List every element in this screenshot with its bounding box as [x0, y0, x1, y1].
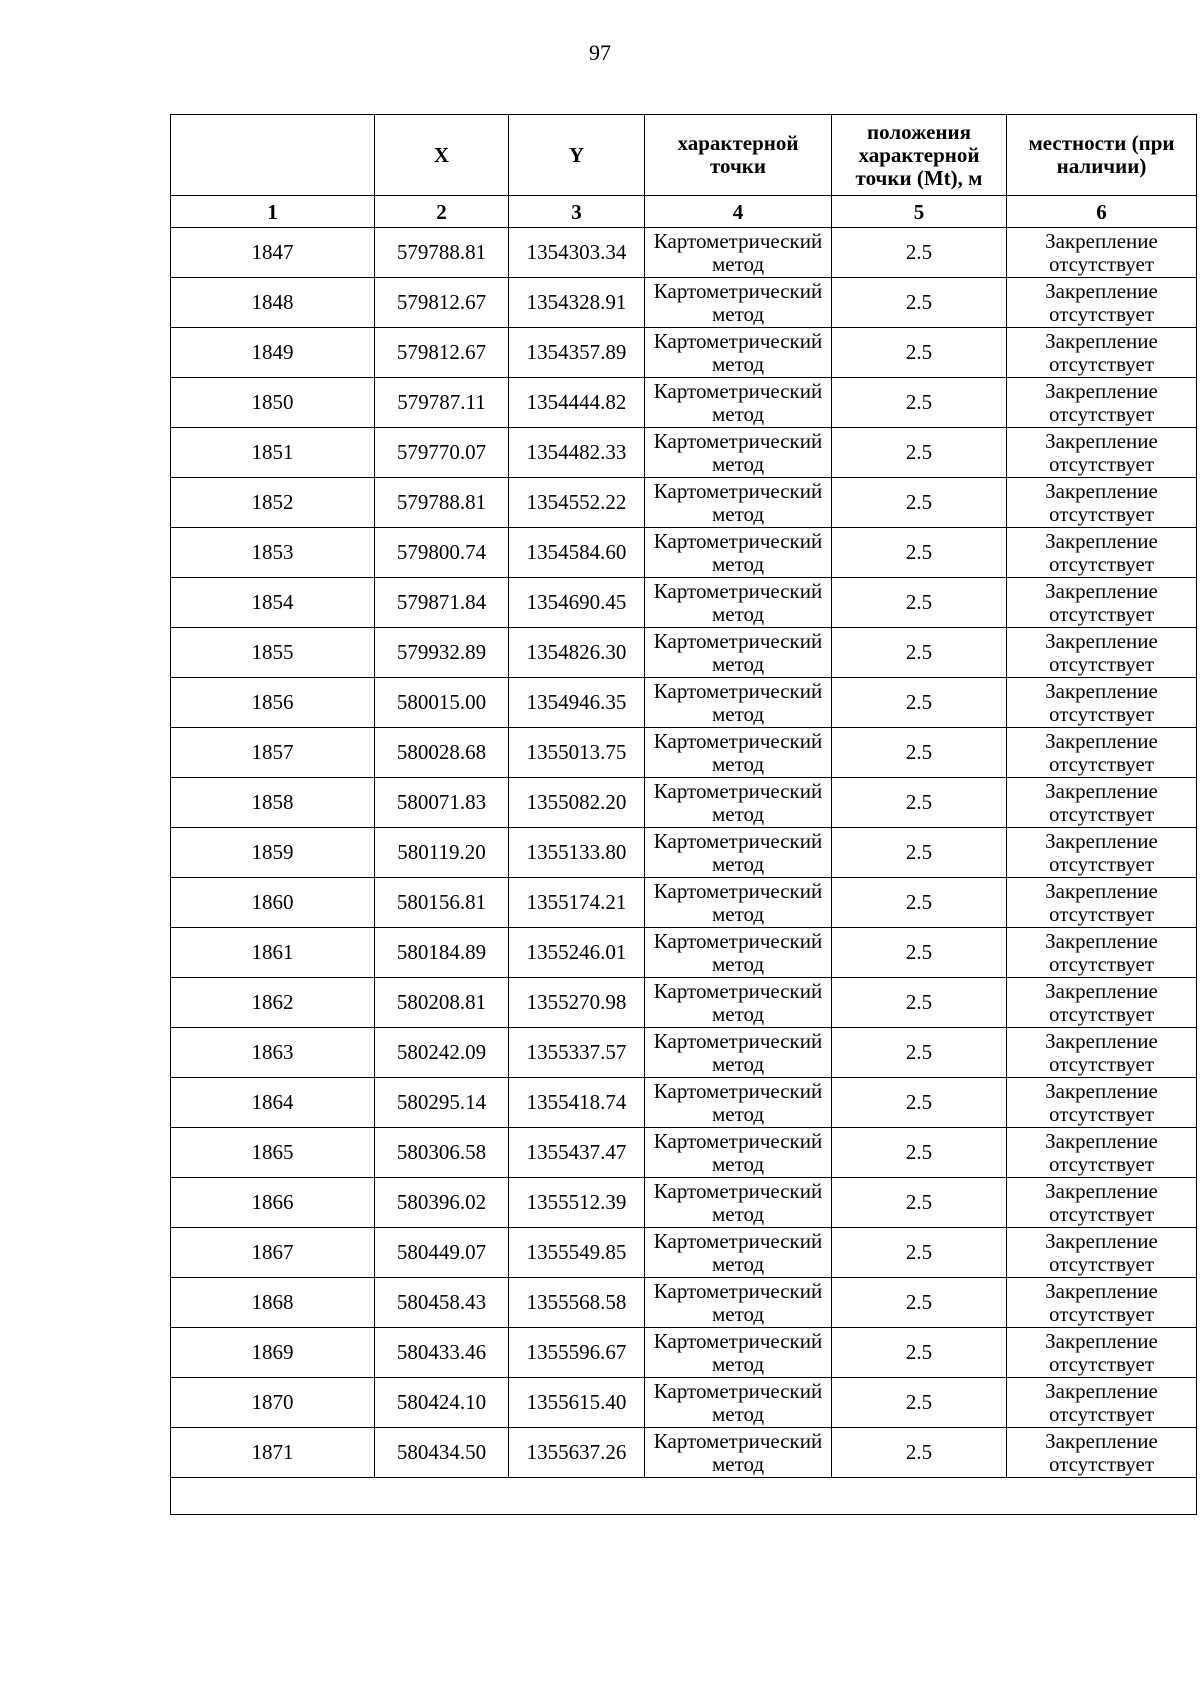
cell-point-number: 1863	[171, 1028, 375, 1078]
cell-fixing: Закрепление отсутствует	[1007, 678, 1197, 728]
cell-method: Картометрический метод	[645, 1028, 832, 1078]
header-cell-point	[171, 115, 375, 196]
cell-point-number: 1857	[171, 728, 375, 778]
table-row	[171, 1328, 1197, 1378]
cell-point-number: 1865	[171, 1128, 375, 1178]
cell-y: 1354328.91	[509, 278, 645, 328]
cell-point-number: 1870	[171, 1378, 375, 1428]
column-number: 5	[832, 196, 1007, 228]
cell-accuracy: 2.5	[832, 578, 1007, 628]
cell-y: 1354357.89	[509, 328, 645, 378]
cell-y: 1355174.21	[509, 878, 645, 928]
cell-point-number: 1866	[171, 1178, 375, 1228]
table-row	[171, 478, 1197, 528]
cell-accuracy: 2.5	[832, 778, 1007, 828]
cell-accuracy: 2.5	[832, 378, 1007, 428]
cell-method: Картометрический метод	[645, 928, 832, 978]
cell-x: 580071.83	[375, 778, 509, 828]
cell-fixing: Закрепление отсутствует	[1007, 778, 1197, 828]
cell-fixing: Закрепление отсутствует	[1007, 828, 1197, 878]
cell-fixing: Закрепление отсутствует	[1007, 1178, 1197, 1228]
cell-accuracy: 2.5	[832, 1428, 1007, 1478]
table-row	[171, 628, 1197, 678]
cell-point-number: 1871	[171, 1428, 375, 1478]
cell-point-number: 1861	[171, 928, 375, 978]
table-row	[171, 378, 1197, 428]
cell-accuracy: 2.5	[832, 1128, 1007, 1178]
cell-method: Картометрический метод	[645, 728, 832, 778]
cell-accuracy: 2.5	[832, 228, 1007, 278]
table-body	[171, 228, 1197, 1478]
header-cell-method: характерной точки	[645, 115, 832, 196]
cell-x: 579812.67	[375, 278, 509, 328]
cell-y: 1354584.60	[509, 528, 645, 578]
cell-x: 580028.68	[375, 728, 509, 778]
cell-y: 1354303.34	[509, 228, 645, 278]
cell-point-number: 1852	[171, 478, 375, 528]
cell-accuracy: 2.5	[832, 528, 1007, 578]
cell-point-number: 1853	[171, 528, 375, 578]
cell-method: Картометрический метод	[645, 1228, 832, 1278]
cell-method: Картометрический метод	[645, 478, 832, 528]
cell-fixing: Закрепление отсутствует	[1007, 1278, 1197, 1328]
header-cell-fixing: местности (при наличии)	[1007, 115, 1197, 196]
cell-method: Картометрический метод	[645, 578, 832, 628]
cell-method: Картометрический метод	[645, 1278, 832, 1328]
column-number: 3	[509, 196, 645, 228]
cell-y: 1354826.30	[509, 628, 645, 678]
table-row	[171, 1378, 1197, 1428]
table-row	[171, 978, 1197, 1028]
cell-accuracy: 2.5	[832, 328, 1007, 378]
cell-y: 1354444.82	[509, 378, 645, 428]
cell-point-number: 1851	[171, 428, 375, 478]
cell-fixing: Закрепление отсутствует	[1007, 1378, 1197, 1428]
cell-fixing: Закрепление отсутствует	[1007, 1328, 1197, 1378]
table-row	[171, 1278, 1197, 1328]
cell-x: 580295.14	[375, 1078, 509, 1128]
cell-fixing: Закрепление отсутствует	[1007, 478, 1197, 528]
cell-point-number: 1848	[171, 278, 375, 328]
cell-fixing: Закрепление отсутствует	[1007, 278, 1197, 328]
table-row	[171, 678, 1197, 728]
cell-y: 1354482.33	[509, 428, 645, 478]
table-row	[171, 1028, 1197, 1078]
cell-point-number: 1855	[171, 628, 375, 678]
cell-y: 1355615.40	[509, 1378, 645, 1428]
cell-y: 1355082.20	[509, 778, 645, 828]
cell-y: 1355246.01	[509, 928, 645, 978]
cell-method: Картометрический метод	[645, 1078, 832, 1128]
cell-x: 579787.11	[375, 378, 509, 428]
cell-point-number: 1864	[171, 1078, 375, 1128]
cell-point-number: 1854	[171, 578, 375, 628]
cell-x: 579788.81	[375, 228, 509, 278]
cell-method: Картометрический метод	[645, 228, 832, 278]
cell-fixing: Закрепление отсутствует	[1007, 928, 1197, 978]
cell-accuracy: 2.5	[832, 1278, 1007, 1328]
cell-y: 1354690.45	[509, 578, 645, 628]
table-footer-row	[171, 1478, 1197, 1515]
cell-accuracy: 2.5	[832, 628, 1007, 678]
table-row	[171, 278, 1197, 328]
cell-fixing: Закрепление отсутствует	[1007, 1428, 1197, 1478]
cell-y: 1355270.98	[509, 978, 645, 1028]
table-row	[171, 528, 1197, 578]
column-number: 2	[375, 196, 509, 228]
cell-x: 580306.58	[375, 1128, 509, 1178]
cell-method: Картометрический метод	[645, 328, 832, 378]
empty-footer-cell	[171, 1478, 1197, 1515]
cell-method: Картометрический метод	[645, 678, 832, 728]
cell-point-number: 1856	[171, 678, 375, 728]
cell-method: Картометрический метод	[645, 978, 832, 1028]
table-row	[171, 1428, 1197, 1478]
cell-x: 579932.89	[375, 628, 509, 678]
table-row	[171, 328, 1197, 378]
cell-point-number: 1869	[171, 1328, 375, 1378]
cell-accuracy: 2.5	[832, 978, 1007, 1028]
cell-fixing: Закрепление отсутствует	[1007, 1028, 1197, 1078]
cell-y: 1355637.26	[509, 1428, 645, 1478]
cell-point-number: 1859	[171, 828, 375, 878]
table-row	[171, 428, 1197, 478]
cell-method: Картометрический метод	[645, 528, 832, 578]
cell-y: 1355013.75	[509, 728, 645, 778]
table-row	[171, 1128, 1197, 1178]
cell-x: 580458.43	[375, 1278, 509, 1328]
cell-y: 1355437.47	[509, 1128, 645, 1178]
cell-y: 1355596.67	[509, 1328, 645, 1378]
cell-method: Картометрический метод	[645, 1128, 832, 1178]
cell-point-number: 1862	[171, 978, 375, 1028]
cell-x: 579800.74	[375, 528, 509, 578]
cell-method: Картометрический метод	[645, 428, 832, 478]
cell-accuracy: 2.5	[832, 828, 1007, 878]
column-number: 4	[645, 196, 832, 228]
cell-fixing: Закрепление отсутствует	[1007, 1128, 1197, 1178]
cell-fixing: Закрепление отсутствует	[1007, 1078, 1197, 1128]
cell-method: Картометрический метод	[645, 878, 832, 928]
cell-accuracy: 2.5	[832, 428, 1007, 478]
cell-accuracy: 2.5	[832, 478, 1007, 528]
cell-x: 580449.07	[375, 1228, 509, 1278]
table-row	[171, 228, 1197, 278]
cell-x: 580156.81	[375, 878, 509, 928]
cell-accuracy: 2.5	[832, 1228, 1007, 1278]
cell-method: Картометрический метод	[645, 628, 832, 678]
cell-accuracy: 2.5	[832, 1378, 1007, 1428]
cell-x: 580396.02	[375, 1178, 509, 1228]
cell-x: 580119.20	[375, 828, 509, 878]
table-row	[171, 878, 1197, 928]
cell-x: 579788.81	[375, 478, 509, 528]
table-row	[171, 828, 1197, 878]
cell-method: Картометрический метод	[645, 378, 832, 428]
cell-y: 1355133.80	[509, 828, 645, 878]
cell-x: 580242.09	[375, 1028, 509, 1078]
cell-method: Картометрический метод	[645, 1378, 832, 1428]
header-cell-x: X	[375, 115, 509, 196]
cell-point-number: 1868	[171, 1278, 375, 1328]
cell-accuracy: 2.5	[832, 1328, 1007, 1378]
cell-fixing: Закрепление отсутствует	[1007, 628, 1197, 678]
cell-x: 580434.50	[375, 1428, 509, 1478]
cell-x: 579812.67	[375, 328, 509, 378]
cell-accuracy: 2.5	[832, 1028, 1007, 1078]
cell-point-number: 1847	[171, 228, 375, 278]
table-row	[171, 1078, 1197, 1128]
cell-x: 579770.07	[375, 428, 509, 478]
column-number: 1	[171, 196, 375, 228]
cell-y: 1355512.39	[509, 1178, 645, 1228]
cell-method: Картометрический метод	[645, 828, 832, 878]
cell-x: 580184.89	[375, 928, 509, 978]
cell-x: 579871.84	[375, 578, 509, 628]
header-cell-y: Y	[509, 115, 645, 196]
cell-fixing: Закрепление отсутствует	[1007, 378, 1197, 428]
table-row	[171, 1178, 1197, 1228]
table-row	[171, 1228, 1197, 1278]
cell-method: Картометрический метод	[645, 278, 832, 328]
cell-method: Картометрический метод	[645, 1178, 832, 1228]
header-cell-accuracy: положения характерной точки (Mt), м	[832, 115, 1007, 196]
cell-fixing: Закрепление отсутствует	[1007, 528, 1197, 578]
cell-accuracy: 2.5	[832, 928, 1007, 978]
cell-accuracy: 2.5	[832, 1178, 1007, 1228]
cell-y: 1355337.57	[509, 1028, 645, 1078]
cell-y: 1355418.74	[509, 1078, 645, 1128]
cell-y: 1355568.58	[509, 1278, 645, 1328]
cell-fixing: Закрепление отсутствует	[1007, 978, 1197, 1028]
cell-x: 580208.81	[375, 978, 509, 1028]
cell-accuracy: 2.5	[832, 278, 1007, 328]
table-row	[171, 578, 1197, 628]
cell-point-number: 1860	[171, 878, 375, 928]
cell-x: 580015.00	[375, 678, 509, 728]
page-number: 97	[589, 40, 611, 65]
cell-fixing: Закрепление отсутствует	[1007, 728, 1197, 778]
cell-method: Картометрический метод	[645, 1328, 832, 1378]
cell-y: 1354552.22	[509, 478, 645, 528]
coordinates-table	[170, 114, 1197, 1515]
cell-y: 1354946.35	[509, 678, 645, 728]
cell-fixing: Закрепление отсутствует	[1007, 428, 1197, 478]
cell-x: 580424.10	[375, 1378, 509, 1428]
cell-fixing: Закрепление отсутствует	[1007, 1228, 1197, 1278]
cell-fixing: Закрепление отсутствует	[1007, 878, 1197, 928]
cell-accuracy: 2.5	[832, 728, 1007, 778]
cell-accuracy: 2.5	[832, 678, 1007, 728]
cell-method: Картометрический метод	[645, 1428, 832, 1478]
cell-fixing: Закрепление отсутствует	[1007, 578, 1197, 628]
cell-x: 580433.46	[375, 1328, 509, 1378]
column-numbers-row	[171, 196, 1197, 228]
cell-point-number: 1858	[171, 778, 375, 828]
table-row	[171, 728, 1197, 778]
column-number: 6	[1007, 196, 1197, 228]
cell-fixing: Закрепление отсутствует	[1007, 328, 1197, 378]
cell-point-number: 1849	[171, 328, 375, 378]
cell-point-number: 1850	[171, 378, 375, 428]
cell-accuracy: 2.5	[832, 1078, 1007, 1128]
cell-point-number: 1867	[171, 1228, 375, 1278]
cell-method: Картометрический метод	[645, 778, 832, 828]
table-row	[171, 778, 1197, 828]
cell-y: 1355549.85	[509, 1228, 645, 1278]
cell-accuracy: 2.5	[832, 878, 1007, 928]
table-header-row	[171, 115, 1197, 196]
table-row	[171, 928, 1197, 978]
cell-fixing: Закрепление отсутствует	[1007, 228, 1197, 278]
